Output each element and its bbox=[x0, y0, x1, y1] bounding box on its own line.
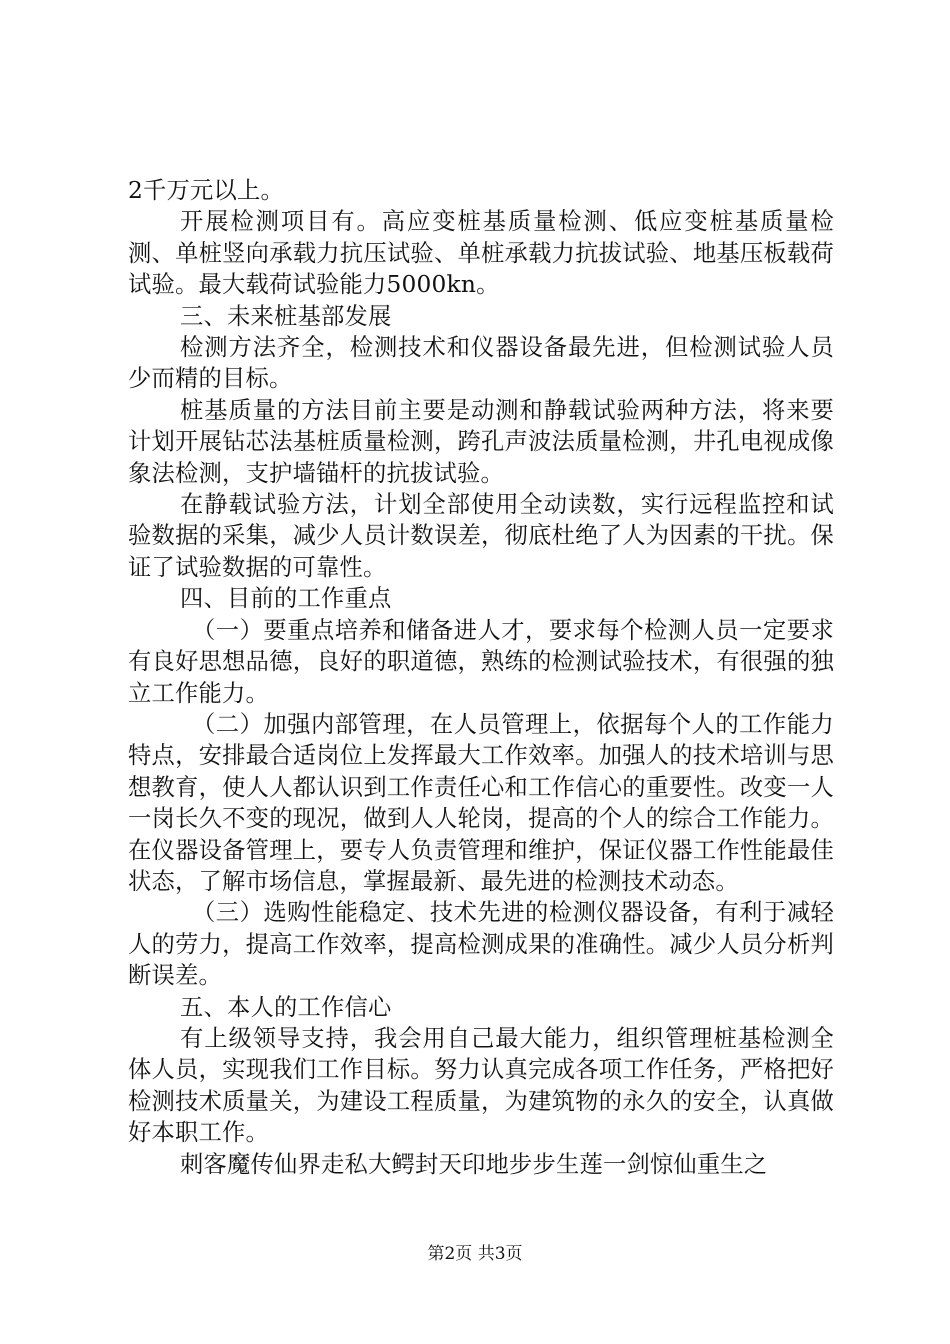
list-item-3: （三）选购性能稳定、技术先进的检测仪器设备，有利于减轻人的劳力，提高工作效率，提高检测成果的准确性。减少人员分析判断误差。 bbox=[128, 899, 834, 990]
paragraph-2: 开展检测项目有。高应变桩基质量检测、低应变桩基质量检测、单桩竖向承载力抗压试验、单桩承载力抗拔试验、地基压板载荷试验。最大载荷试验能力5000kn。 bbox=[128, 208, 834, 299]
paragraph-12: 有上级领导支持，我会用自己最大能力，组织管理桩基检测全体人员，实现我们工作目标。努力认真完成各项工作任务，严格把好检测技术质量关，为建设工程质量，为建筑物的永久的安全，认真做好本职工作。 bbox=[128, 1024, 834, 1147]
page-footer bbox=[0, 1243, 950, 1265]
page-number-label: 第2页 共3页 bbox=[427, 1244, 523, 1264]
list-item-2: （二）加强内部管理，在人员管理上，依据每个人的工作能力特点，安排最合适岗位上发挥最大工作效率。加强人的技术培训与思想教育，使人人都认识到工作责任心和工作信心的重要性。改变一人一岗长久不变的现况，做到人人轮岗，提高的个人的综合工作能力。在仪器设备管理上，要专人负责管理和维护，保证仪器工作性能最佳状态，了解市场信息，掌握最新、最先进的检测技术动态。 bbox=[128, 710, 834, 895]
section-heading-5: 五、本人的工作信心 bbox=[180, 993, 392, 1021]
list-item-1: （一）要重点培养和储备进人才，要求每个检测人员一定要求有良好思想品德，良好的职道德，熟练的检测试验技术，有很强的独立工作能力。 bbox=[128, 616, 834, 707]
paragraph-13: 刺客魔传仙界走私大鳄封天印地步步生莲一剑惊仙重生之 bbox=[180, 1150, 768, 1178]
section-heading-3: 三、未来桩基部发展 bbox=[180, 302, 392, 330]
document-body bbox=[128, 175, 834, 1180]
paragraph-1: 2千万元以上。 bbox=[128, 177, 285, 204]
section-heading-4: 四、目前的工作重点 bbox=[180, 585, 392, 613]
paragraph-5: 桩基质量的方法目前主要是动测和静载试验两种方法，将来要计划开展钻芯法基桩质量检测，跨孔声波法质量检测，井孔电视成像象法检测，支护墙锚杆的抗拔试验。 bbox=[128, 396, 834, 487]
paragraph-6: 在静载试验方法，计划全部使用全动读数，实行远程监控和试验数据的采集，减少人员计数误差，彻底杜绝了人为因素的干扰。保证了试验数据的可靠性。 bbox=[128, 491, 834, 581]
paragraph-4: 检测方法齐全，检测技术和仪器设备最先进，但检测试验人员少而精的目标。 bbox=[128, 334, 834, 393]
